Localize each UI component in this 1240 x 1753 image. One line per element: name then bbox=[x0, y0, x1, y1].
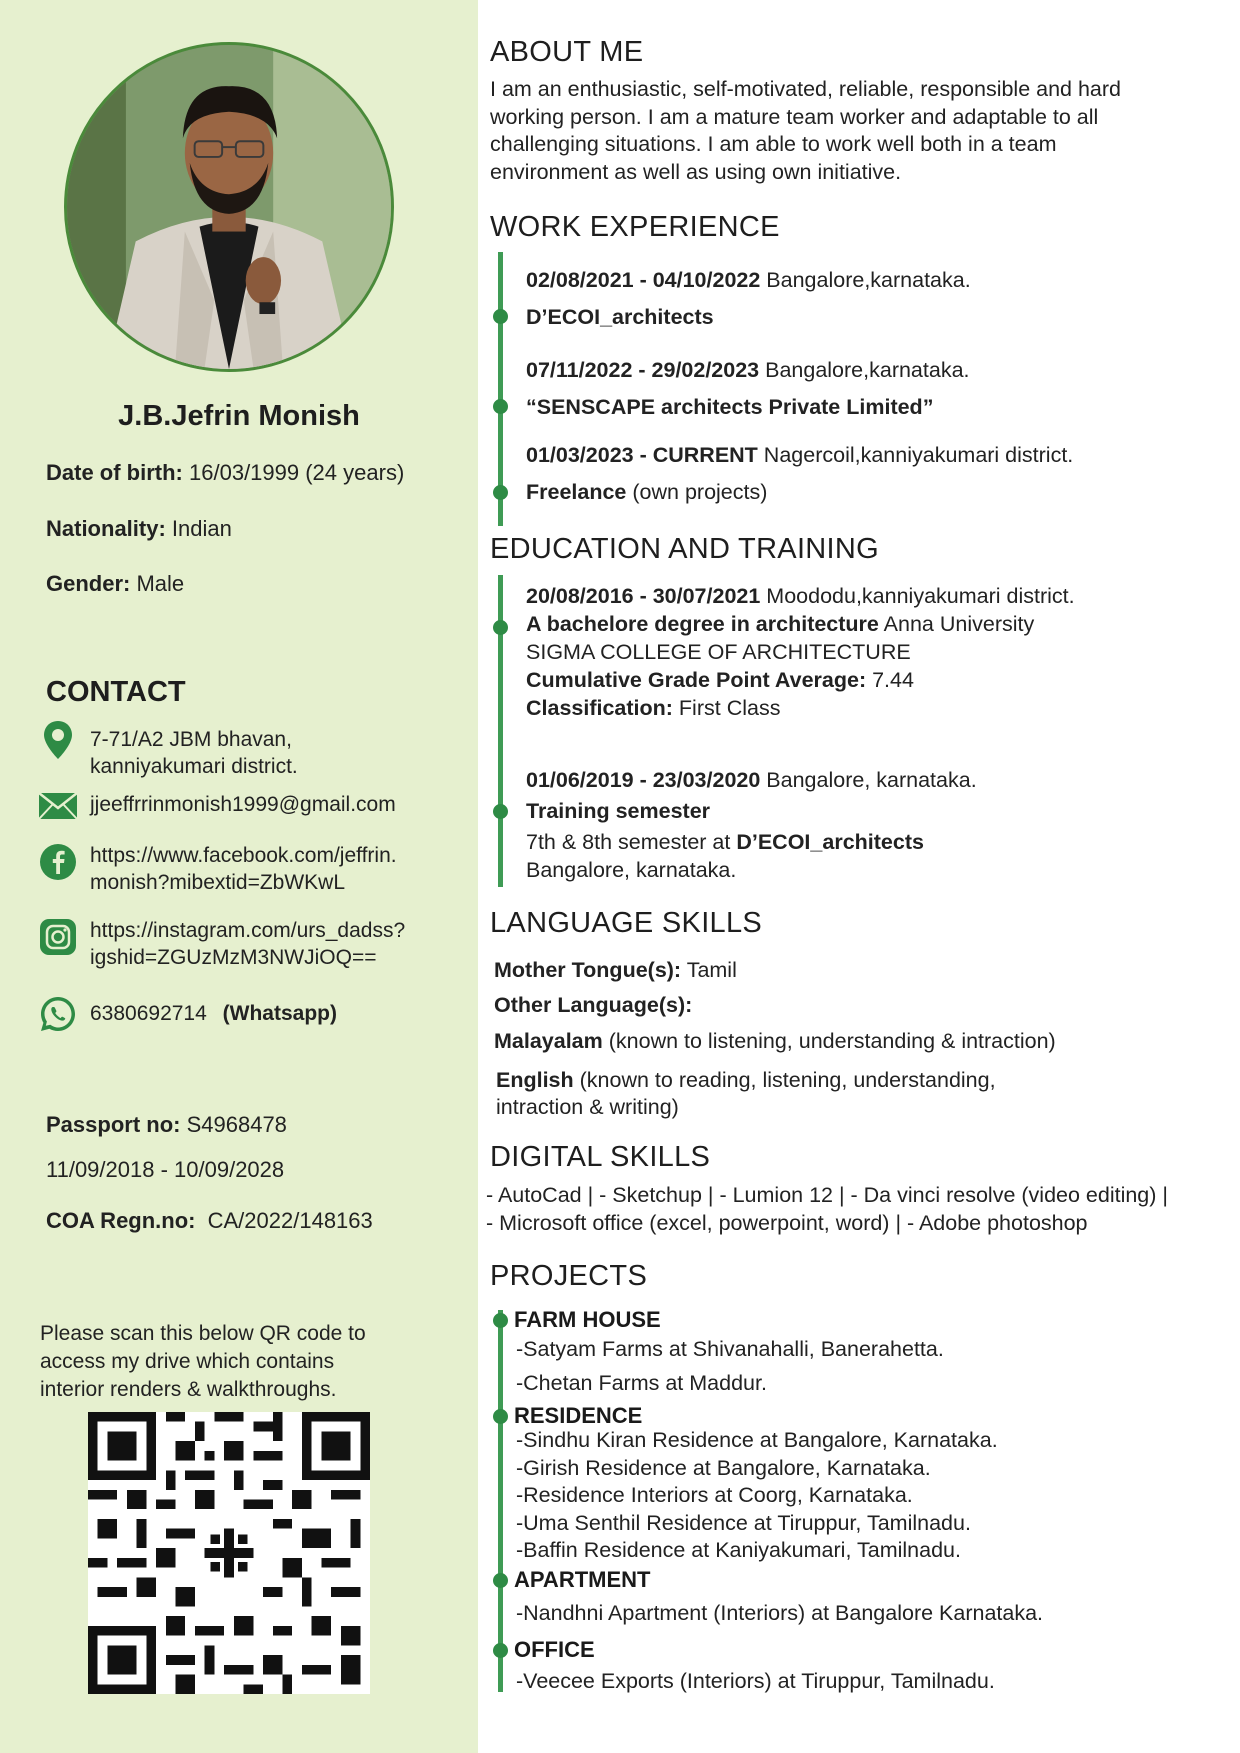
edu-2-line-1-org: D’ECOI_architects bbox=[736, 830, 924, 854]
work-1-dot bbox=[493, 309, 508, 324]
project-office-title: OFFICE bbox=[514, 1637, 595, 1662]
nationality-line bbox=[46, 516, 232, 542]
digital-skills bbox=[486, 1182, 1236, 1237]
qr-note bbox=[40, 1320, 440, 1404]
work-2-dot bbox=[493, 399, 508, 414]
phone-whatsapp-tag: (Whatsapp) bbox=[222, 1002, 337, 1025]
project-residence-5: -Baffin Residence at Kaniyakumari, Tamilnadu. bbox=[516, 1538, 961, 1562]
language-mother bbox=[494, 957, 1194, 984]
edu-1-dot bbox=[493, 620, 508, 635]
residence-dot bbox=[493, 1409, 508, 1424]
facebook-link-line-2[interactable]: monish?mibextid=ZbWKwL bbox=[90, 871, 346, 894]
work-2-dates: 07/11/2022 - 29/02/2023 bbox=[526, 358, 760, 382]
malayalam-label: Malayalam bbox=[494, 1029, 603, 1053]
work-entry-2 bbox=[526, 356, 1226, 421]
work-entry-1 bbox=[526, 266, 1226, 331]
edu-1-cgpa-value: 7.44 bbox=[866, 668, 914, 692]
digital-title: DIGITAL SKILLS bbox=[490, 1141, 711, 1173]
work-3-org: Freelance bbox=[526, 480, 627, 504]
about-line-2: working person. I am a mature team worker and adaptable to all bbox=[490, 104, 1099, 129]
mother-tongue-label: Mother Tongue(s): bbox=[494, 958, 682, 982]
passport-label: Passport no: bbox=[46, 1112, 181, 1137]
passport-value: S4968478 bbox=[186, 1112, 287, 1137]
education-entry-2 bbox=[526, 766, 1226, 884]
phone-number[interactable]: 6380692714 bbox=[90, 1002, 207, 1025]
contact-instagram[interactable] bbox=[38, 917, 405, 971]
address-line-1: 7-71/A2 JBM bhavan, bbox=[90, 728, 292, 751]
edu-1-degree: A bachelore degree in architecture bbox=[526, 612, 879, 636]
edu-1-university: Anna University bbox=[878, 612, 1035, 636]
edu-2-dates: 01/06/2019 - 23/03/2020 bbox=[526, 768, 761, 792]
work-entry-3 bbox=[526, 441, 1226, 506]
dob-label: Date of birth: bbox=[46, 460, 183, 485]
edu-1-class-value: First Class bbox=[672, 696, 781, 720]
about-line-1: I am an enthusiastic, self-motivated, reliable, responsible and hard bbox=[490, 77, 1122, 101]
nationality-label: Nationality: bbox=[46, 516, 166, 541]
work-3-dot bbox=[493, 485, 508, 500]
malayalam-value: (known to listening, understanding & intraction) bbox=[602, 1029, 1056, 1053]
about-line-3: challenging situations. I am able to work well both in a team bbox=[490, 132, 1057, 156]
address-line-2: kanniyakumari district. bbox=[90, 755, 298, 778]
apartment-dot bbox=[493, 1573, 508, 1588]
projects-timeline bbox=[498, 1310, 503, 1692]
work-3-note: (own projects) bbox=[626, 480, 768, 504]
passport-validity: 11/09/2018 - 10/09/2028 bbox=[46, 1157, 285, 1182]
coa-value: CA/2022/148163 bbox=[207, 1208, 373, 1233]
english-label: English bbox=[496, 1068, 574, 1092]
edu-1-cgpa-label: Cumulative Grade Point Average: bbox=[526, 668, 867, 692]
contact-address bbox=[38, 720, 298, 780]
edu-1-class-label: Classification: bbox=[526, 696, 673, 720]
project-office-1: -Veecee Exports (Interiors) at Tiruppur, Tamilnadu. bbox=[516, 1669, 995, 1693]
facebook-link-line-1[interactable]: https://www.facebook.com/jeffrin. bbox=[90, 844, 397, 867]
edu-2-dot bbox=[493, 804, 508, 819]
mother-tongue-value: Tamil bbox=[681, 958, 737, 982]
dob-line bbox=[46, 460, 404, 486]
work-2-org: “SENSCAPE architects Private Limited” bbox=[526, 395, 934, 419]
qr-note-line-3: interior renders & walkthroughs. bbox=[40, 1378, 337, 1401]
project-residence-3: -Residence Interiors at Coorg, Karnataka. bbox=[516, 1483, 913, 1507]
instagram-link-line-1[interactable]: https://instagram.com/urs_dadss? bbox=[90, 919, 406, 942]
project-farm-2: -Chetan Farms at Maddur. bbox=[516, 1371, 767, 1395]
qr-code-image bbox=[88, 1412, 370, 1694]
contact-phone[interactable] bbox=[38, 994, 337, 1034]
education-title: EDUCATION AND TRAINING bbox=[490, 533, 880, 565]
work-title: WORK EXPERIENCE bbox=[490, 211, 780, 243]
contact-facebook[interactable] bbox=[38, 842, 397, 896]
edu-2-place: Bangalore, karnataka. bbox=[760, 768, 977, 792]
edu-1-college: SIGMA COLLEGE OF ARCHITECTURE bbox=[526, 640, 911, 664]
qr-note-line-1: Please scan this below QR code to bbox=[40, 1322, 366, 1345]
digital-line-1: - AutoCad | - Sketchup | - Lumion 12 | - Da vinci resolve (video editing) | bbox=[486, 1183, 1168, 1207]
english-value-line-1: (known to reading, listening, understanding, bbox=[573, 1068, 996, 1092]
project-farm-title: FARM HOUSE bbox=[514, 1307, 661, 1332]
contact-email[interactable] bbox=[38, 786, 396, 826]
project-residence-title: RESIDENCE bbox=[514, 1403, 643, 1428]
farm-dot bbox=[493, 1313, 508, 1328]
project-farm-1: -Satyam Farms at Shivanahalli, Banerahetta. bbox=[516, 1337, 944, 1361]
other-language-label: Other Language(s): bbox=[494, 993, 693, 1017]
coa-label: COA Regn.no: bbox=[46, 1208, 196, 1233]
digital-line-2: - Microsoft office (excel, powerpoint, word) | - Adobe photoshop bbox=[486, 1210, 1088, 1235]
project-residence-4: -Uma Senthil Residence at Tiruppur, Tamilnadu. bbox=[516, 1510, 971, 1535]
english-value-line-2: intraction & writing) bbox=[496, 1095, 679, 1119]
about-text bbox=[490, 76, 1210, 186]
project-residence-list bbox=[516, 1427, 998, 1565]
facebook-icon bbox=[38, 842, 78, 882]
work-3-place: Nagercoil,kanniyakumari district. bbox=[757, 443, 1074, 467]
project-apartment-1: -Nandhni Apartment (Interiors) at Bangalore Karnataka. bbox=[516, 1601, 1044, 1625]
edu-2-line-1: 7th & 8th semester at bbox=[526, 830, 737, 854]
profile-photo-illustration bbox=[67, 45, 391, 369]
projects-title: PROJECTS bbox=[490, 1260, 648, 1292]
project-residence-1: -Sindhu Kiran Residence at Bangalore, Karnataka. bbox=[516, 1428, 998, 1452]
candidate-name: J.B.Jefrin Monish bbox=[118, 400, 360, 432]
language-title: LANGUAGE SKILLS bbox=[490, 907, 763, 939]
project-residence-2: -Girish Residence at Bangalore, Karnataka. bbox=[516, 1455, 931, 1480]
passport-line bbox=[46, 1112, 287, 1138]
main-content bbox=[478, 0, 1240, 1753]
email-link[interactable]: jjeeffrrinmonish1999@gmail.com bbox=[90, 793, 396, 816]
project-apartment-title: APARTMENT bbox=[514, 1567, 651, 1592]
qr-code[interactable] bbox=[88, 1412, 370, 1694]
location-pin-icon bbox=[38, 720, 78, 760]
coa-line bbox=[46, 1208, 373, 1234]
about-line-4: environment as well as using own initiative. bbox=[490, 159, 902, 184]
gender-value: Male bbox=[136, 571, 185, 596]
work-1-place: Bangalore,karnataka. bbox=[760, 268, 971, 292]
edu-2-title: Training semester bbox=[526, 799, 711, 823]
profile-photo bbox=[64, 42, 394, 372]
qr-note-line-2: access my drive which contains bbox=[40, 1350, 335, 1373]
contact-title: CONTACT bbox=[46, 676, 186, 708]
edu-2-line-2: Bangalore, karnataka. bbox=[526, 858, 737, 882]
about-title: ABOUT ME bbox=[490, 36, 644, 68]
office-dot bbox=[493, 1643, 508, 1658]
sidebar bbox=[0, 0, 478, 1753]
instagram-icon bbox=[38, 917, 78, 957]
gender-line bbox=[46, 571, 184, 597]
work-2-place: Bangalore,karnataka. bbox=[759, 358, 970, 382]
nationality-value: Indian bbox=[171, 516, 232, 541]
whatsapp-icon bbox=[38, 994, 78, 1034]
work-1-org: D’ECOI_architects bbox=[526, 305, 714, 329]
gender-label: Gender: bbox=[46, 571, 131, 596]
edu-1-dates: 20/08/2016 - 30/07/2021 bbox=[526, 584, 761, 608]
education-entry-1 bbox=[526, 582, 1226, 722]
edu-1-place: Moododu,kanniyakumari district. bbox=[760, 584, 1075, 608]
language-english bbox=[496, 1067, 1196, 1121]
work-1-dates: 02/08/2021 - 04/10/2022 bbox=[526, 268, 761, 292]
instagram-link-line-2[interactable]: igshid=ZGUzMzM3NWJiOQ== bbox=[90, 946, 377, 969]
language-other-label bbox=[494, 992, 1194, 1019]
language-malayalam bbox=[494, 1028, 1194, 1055]
email-icon bbox=[38, 786, 78, 826]
dob-value: 16/03/1999 (24 years) bbox=[189, 460, 405, 485]
work-3-dates: 01/03/2023 - CURRENT bbox=[526, 443, 758, 467]
